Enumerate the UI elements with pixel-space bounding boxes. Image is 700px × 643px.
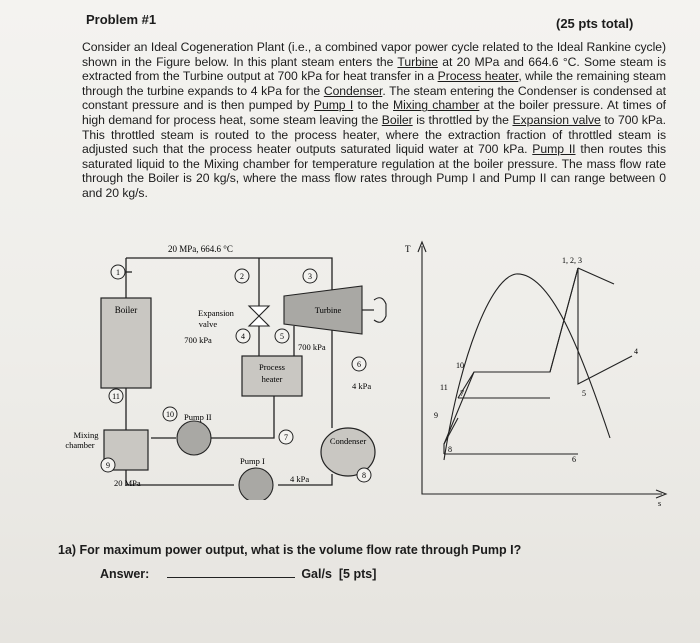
state-1: 1 [116, 268, 120, 277]
ts-state-10: 10 [456, 361, 464, 370]
pump-2-label: Pump II [184, 412, 212, 422]
problem-title: Problem #1 [86, 12, 157, 27]
pump-1-label: Pump I [240, 456, 265, 466]
ts-state-11: 11 [440, 383, 448, 392]
pump-1-pressure: 4 kPa [290, 474, 310, 484]
plant-schematic [56, 238, 396, 500]
ts-state-9: 9 [434, 411, 438, 420]
problem-statement: Consider an Ideal Cogeneration Plant (i.e., a combined vapor power cycle related to the Ideal Rankine cycle) shown in the Figure below. In this plant steam enters the Turbine at 20 MPa and 664.6 °C. Some steam is extracted from the Turbine output at 700 kPa for heat transfer in a Process heater, while the remaining steam through the turbine expands to 4 kPa for the Condenser. The steam entering the Condenser is condensed at constant pressure and is then pumped by Pump I to the Mixing chamber at the boiler pressure. At times of high demand for process heat, some steam leaving the Boiler is throttled by the Expansion valve to 700 kPa. This throttled steam is routed to the process heater, where the extraction fraction of throttled steam is adjusted such that the process heater outputs saturated liquid water at 700 kPa. Pump II then routes this saturated liquid to the Mixing chamber for temperature regulation at the boiler pressure. The mass flow rate through the Boiler is 20 kg/s, where the mass flow rates through Pump I and Pump II can range between 0 and 20 kg/s. [82, 40, 667, 200]
heater-label-1: Process [259, 362, 285, 372]
question-1a: 1a) For maximum power output, what is the volume flow rate through Pump I? [58, 543, 522, 557]
ts-state-8: 8 [448, 445, 452, 454]
term-expansion-valve: Expansion valve [512, 112, 601, 127]
state-5: 5 [280, 332, 284, 341]
mixing-label-1: Mixing [73, 430, 99, 440]
heater-label-2: heater [261, 374, 283, 384]
question-points: [5 pts] [338, 567, 377, 581]
state-11: 11 [112, 392, 120, 401]
state-8: 8 [362, 471, 366, 480]
term-process-heater: Process heater [437, 69, 519, 84]
t-axis-label: T [405, 244, 411, 254]
state-2: 2 [240, 272, 244, 281]
pump-2-icon [177, 421, 211, 455]
ts-state-5: 5 [582, 389, 586, 398]
term-condenser: Condenser [323, 83, 383, 98]
state-10: 10 [166, 410, 174, 419]
answer-blank[interactable] [167, 566, 295, 578]
term-turbine: Turbine [397, 54, 438, 69]
s-axis-label: s [658, 499, 662, 508]
term-boiler: Boiler [381, 112, 413, 127]
answer-units: Gal/s [301, 567, 332, 581]
turbine-label: Turbine [314, 305, 342, 315]
mix-pressure: 20 MPa [114, 478, 141, 488]
state-7: 7 [284, 433, 288, 442]
state-4: 4 [241, 332, 245, 341]
term-mixing-chamber: Mixing chamber [393, 98, 480, 113]
answer-row [100, 566, 376, 581]
expansion-label-1: Expansion [198, 308, 234, 318]
condenser-pressure: 4 kPa [352, 381, 372, 391]
valve-pressure: 700 kPa [184, 335, 212, 345]
ts-diagram [400, 238, 670, 508]
term-pump-2: Pump II [532, 142, 576, 157]
boiler-exit-state: 20 MPa, 664.6 °C [168, 244, 233, 254]
condenser-label: Condenser [329, 436, 367, 446]
ts-state-7: 7 [460, 389, 464, 398]
mixing-label-2: chamber [65, 440, 95, 450]
state-9: 9 [106, 461, 110, 470]
state-3: 3 [308, 272, 312, 281]
ts-state-123: 1, 2, 3 [562, 256, 582, 265]
expansion-valve-icon [249, 306, 269, 326]
expansion-label-2: valve [198, 319, 218, 329]
answer-label: Answer: [100, 567, 150, 581]
ts-state-4: 4 [634, 347, 638, 356]
term-pump-1: Pump I [313, 98, 354, 113]
extract-pressure: 700 kPa [298, 342, 326, 352]
state-6: 6 [357, 360, 361, 369]
total-points: (25 pts total) [556, 16, 634, 31]
pump-1-icon [239, 468, 273, 500]
ts-state-6: 6 [572, 455, 576, 464]
boiler-label: Boiler [114, 305, 138, 315]
